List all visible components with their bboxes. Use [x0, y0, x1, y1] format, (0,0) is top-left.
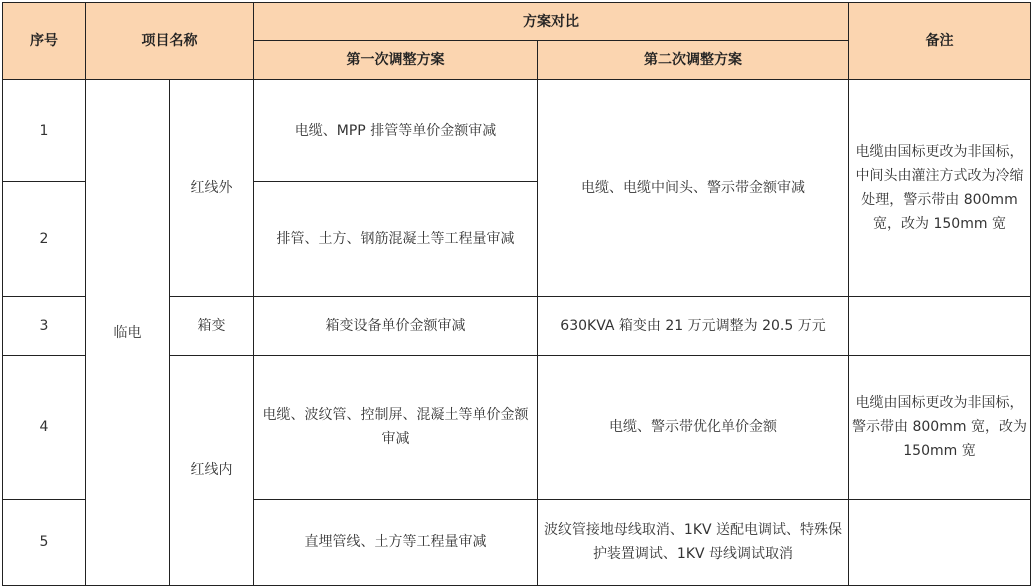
first-plan-cell: 电缆、波纹管、控制屏、混凝土等单价金额审减: [254, 355, 538, 499]
remark-cell: 电缆由国标更改为非国标，警示带由 800mm 宽，改为 150mm 宽: [849, 355, 1031, 499]
row-seq: 3: [3, 297, 86, 355]
comparison-table: [2, 2, 1031, 586]
row-seq: 2: [3, 182, 86, 297]
remark-cell: 电缆由国标更改为非国标，中间头由灌注方式改为冷缩处理，警示带由 800mm 宽，改为 150mm 宽: [849, 80, 1031, 297]
row-seq: 4: [3, 355, 86, 499]
header-project-name: 项目名称: [86, 3, 254, 80]
remark-cell: [849, 297, 1031, 355]
header-first-plan: 第一次调整方案: [254, 41, 538, 80]
category-cell: 临电: [86, 80, 170, 586]
second-plan-cell: 波纹管接地母线取消、1KV 送配电调试、特殊保护装置调试、1KV 母线调试取消: [538, 499, 849, 585]
subcategory-box-transformer: 箱变: [170, 297, 254, 355]
header-plan-compare: 方案对比: [254, 3, 849, 41]
table-row: [3, 80, 1031, 182]
first-plan-cell: 电缆、MPP 排管等单价金额审减: [254, 80, 538, 182]
remark-cell: [849, 499, 1031, 585]
second-plan-cell: 电缆、警示带优化单价金额: [538, 355, 849, 499]
subcategory-outside-red-line: 红线外: [170, 80, 254, 297]
first-plan-cell: 直埋管线、土方等工程量审减: [254, 499, 538, 585]
first-plan-cell: 箱变设备单价金额审减: [254, 297, 538, 355]
header-seq: 序号: [3, 3, 86, 80]
first-plan-cell: 排管、土方、钢筋混凝土等工程量审减: [254, 182, 538, 297]
subcategory-inside-red-line: 红线内: [170, 355, 254, 585]
second-plan-cell: 电缆、电缆中间头、警示带金额审减: [538, 80, 849, 297]
header-second-plan: 第二次调整方案: [538, 41, 849, 80]
row-seq: 1: [3, 80, 86, 182]
header-remark: 备注: [849, 3, 1031, 80]
row-seq: 5: [3, 499, 86, 585]
second-plan-cell: 630KVA 箱变由 21 万元调整为 20.5 万元: [538, 297, 849, 355]
